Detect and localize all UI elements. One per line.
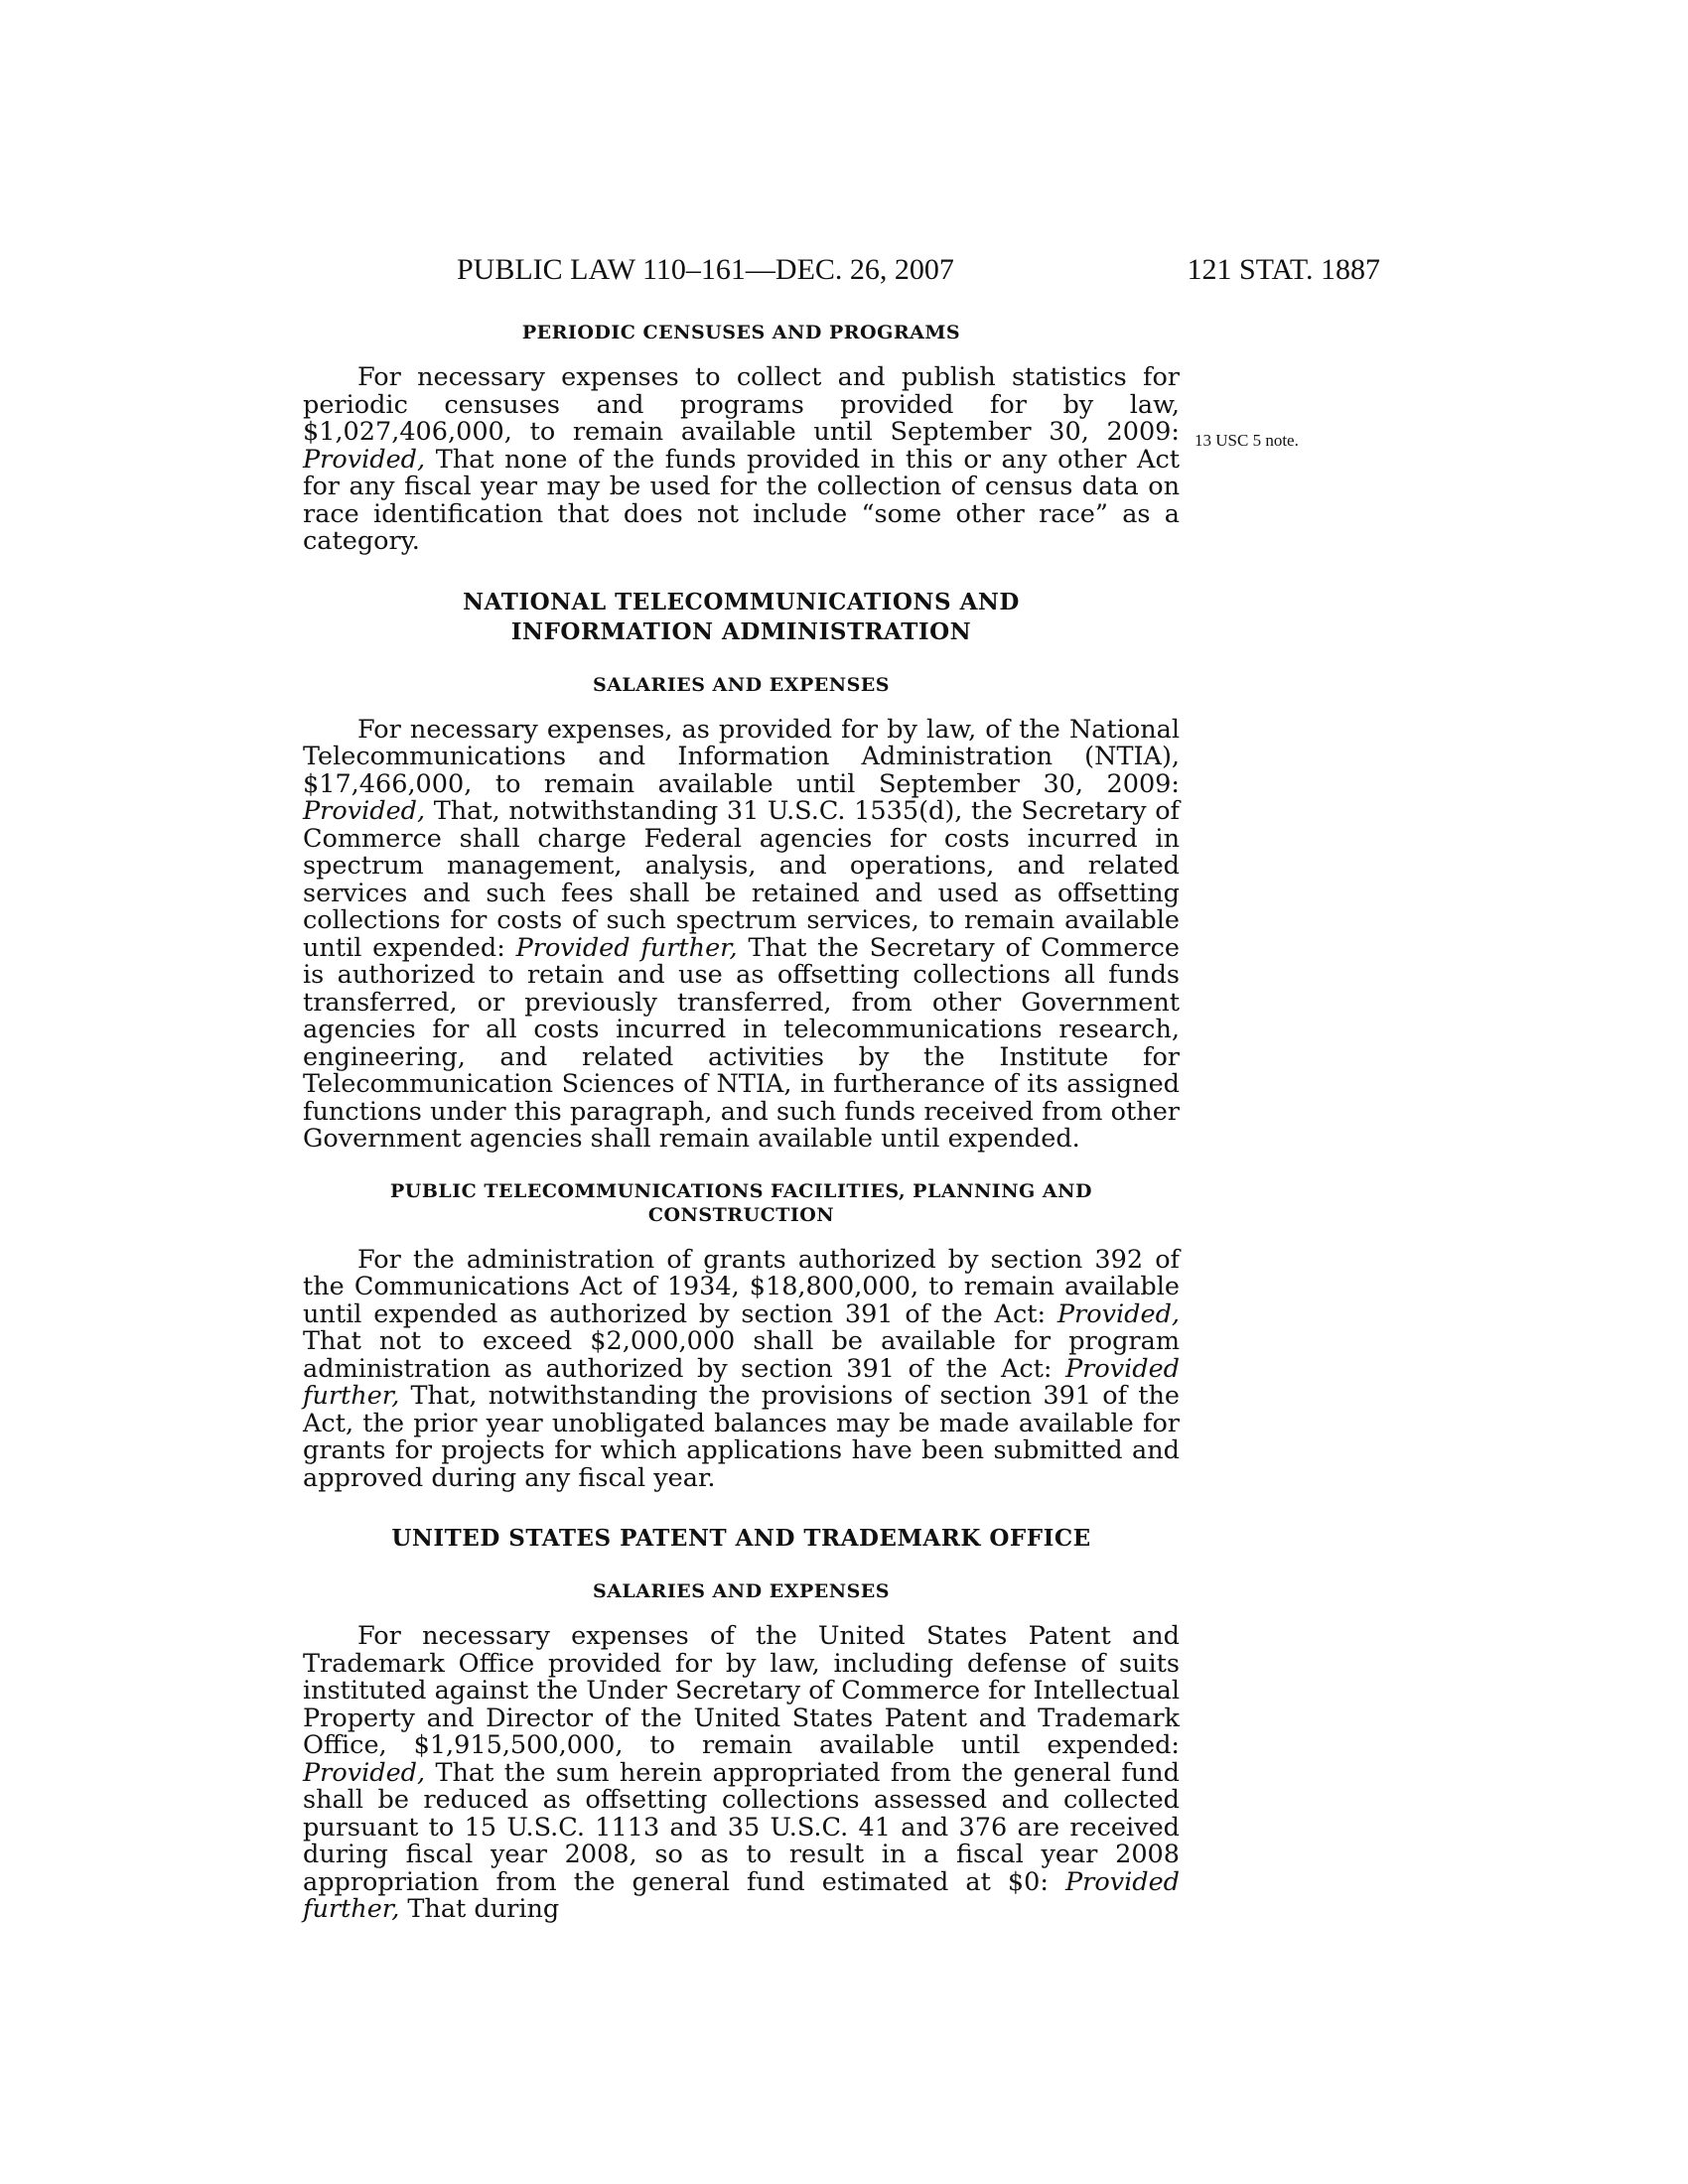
proviso-italic: Provided, [303,1757,426,1788]
section-heading-ptfp: PUBLIC TELECOMMUNICATIONS FACILITIES, PLANNING AND CONSTRUCTION [390,1179,1092,1226]
subheading-ntia-salaries: SALARIES AND EXPENSES [592,673,891,696]
text-run: That none of the funds provided in this or any other Act for any fiscal year may be used for the collection of census data on race identification that does not include “some other race” as a category. [303,444,1180,556]
proviso-italic: Provided, [1056,1298,1180,1329]
paragraph-uspto-salaries [303,1623,1180,1924]
text-run: For necessary expenses of the United States Patent and Trademark Office provided for by law, including defense of suits instituted against the Under Secretary of Commerce for Intellectual Property and Director of the United States Patent and Trademark Office, $1,915,500,000, to remain available until expended: [303,1621,1180,1760]
section-ntia [303,588,1180,1154]
public-law-citation: PUBLIC LAW 110–161—DEC. 26, 2007 [457,253,954,286]
text-run: For the administration of grants authorized by section 392 of the Communications Act of 1934, $18,800,000, to remain available until expended as authorized by section 391 of the Act: [303,1244,1180,1329]
text-run: For necessary expenses to collect and publish statistics for periodic censuses and programs provided for by law, $1,027,406,000, to remain available until September 30, 2009: [303,362,1180,447]
paragraph-ptfp [303,1244,1180,1493]
proviso-italic: Provided, [303,444,426,475]
text-run: That the sum herein appropriated from the general fund shall be reduced as offsetting collections assessed and collected pursuant to 15 U.S.C. 1113 and 35 U.S.C. 41 and 376 are received during fiscal year 2008, so as to result in a fiscal year 2008 appropriation from the general fund estimated at $0: [303,1757,1180,1897]
text-run: For necessary expenses, as provided for by law, of the National Telecommunications and Information Administration (NTIA), $17,466,000, to remain available until September 30, 2009: [303,714,1180,799]
text-run: That, notwithstanding 31 U.S.C. 1535(d), the Secretary of Commerce shall charge Federal agencies for costs incurred in spectrum management, analysis, and operations, and related services and such fees shall be retained and used as offsetting collections for costs of such spectrum services, to remain available until expended: [303,796,1180,963]
section-heading-periodic-censuses: PERIODIC CENSUSES AND PROGRAMS [521,322,961,343]
section-ptfp [303,1179,1180,1493]
section-periodic-censuses [303,321,1180,556]
margin-note-usc: 13 USC 5 note. [1195,431,1299,450]
main-text-column [303,321,1180,1924]
agency-heading-ntia: NATIONAL TELECOMMUNICATIONS AND INFORMATION ADMINISTRATION [463,588,1020,645]
paragraph-ntia-salaries [303,714,1180,1154]
text-run: That during [399,1894,560,1924]
proviso-further-italic: Provided further, [303,1353,1180,1411]
statute-page-number: 121 STAT. 1887 [1187,253,1380,286]
paragraph-periodic-censuses [303,364,1180,556]
proviso-italic: Provided, [303,796,426,826]
proviso-further-italic: Provided further, [303,1866,1180,1924]
text-run: That the Secretary of Commerce is authorized to retain and use as offsetting collections all funds transferred, or previously transferred, from other Government agencies for all costs incurred in telecommunications research, engineering, and related activities by the Institute for Telecommunication Sciences of NTIA, in furtherance of its assigned functions under this paragraph, and such funds received from other Government agencies shall remain available until expended. [303,932,1180,1154]
agency-heading-uspto: UNITED STATES PATENT AND TRADEMARK OFFICE [391,1525,1091,1552]
text-run: That not to exceed $2,000,000 shall be available for program administration as authorized by section 391 of the Act: [303,1326,1180,1384]
section-uspto [303,1524,1180,1924]
subheading-uspto-salaries: SALARIES AND EXPENSES [592,1580,891,1602]
proviso-further-italic: Provided further, [515,932,738,963]
running-header [303,250,1380,290]
text-run: That, notwithstanding the provisions of section 391 of the Act, the prior year unobligated balances may be made available for grants for projects for which applications have been submitted and approved during any fiscal year. [303,1381,1180,1493]
